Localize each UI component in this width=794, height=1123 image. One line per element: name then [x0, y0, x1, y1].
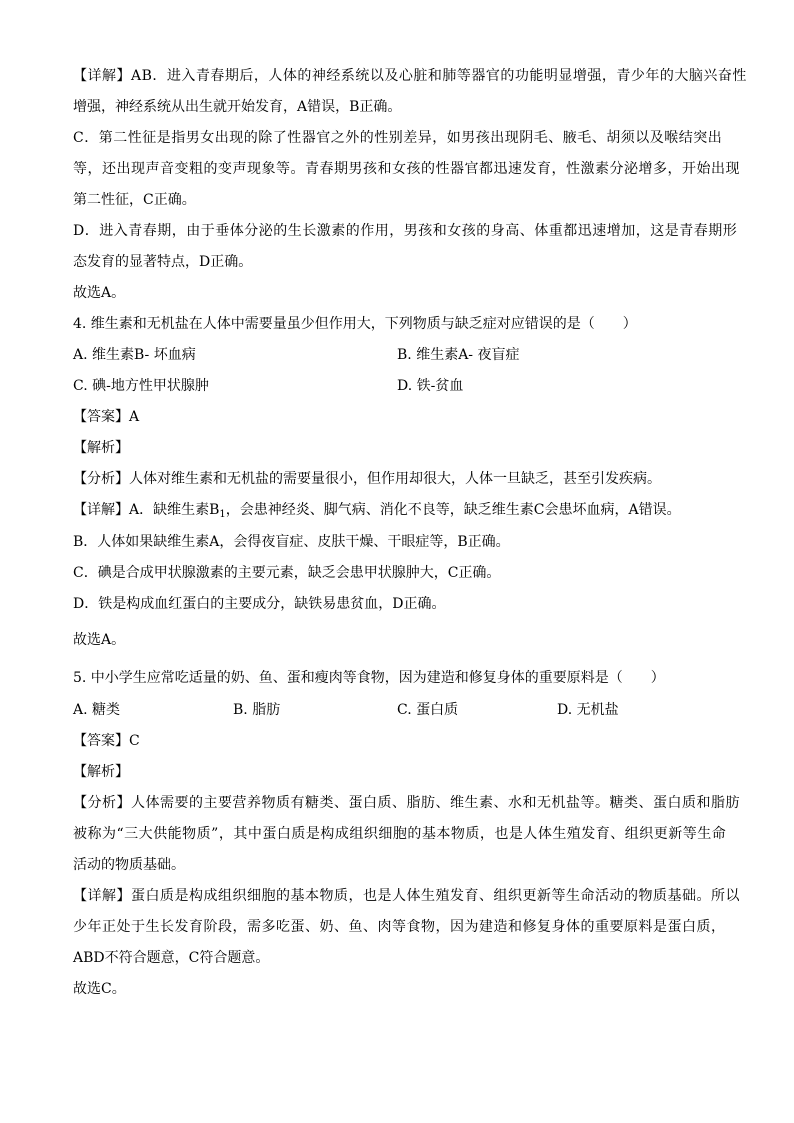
q5-choose: 故选C。	[73, 981, 126, 997]
q5-detail-line-1: 【详解】蛋白质是构成组织细胞的基本物质，也是人体生殖发育、组织更新等生命活动的物质基础。所以	[73, 888, 740, 904]
q3-detail-line-1: 【详解】AB．进入青春期后，人体的神经系统以及心脏和肺等器官的功能明显增强，青少年的大脑兴奋性	[73, 68, 747, 84]
q4-option-b: B. 维生素A- 夜盲症	[397, 347, 520, 363]
q4-detail-a	[73, 500, 733, 520]
q4-choose: 故选A。	[73, 632, 126, 648]
q5-option-c: C. 蛋白质	[397, 702, 459, 718]
q5-analysis-label: 【解析】	[73, 764, 129, 780]
q5-analysis-line-3: 活动的物质基础。	[73, 857, 185, 873]
q4-analysis: 【分析】人体对维生素和无机盐的需要量很小，但作用却很大，人体一旦缺乏，甚至引发疾病。	[73, 471, 661, 487]
q3-d-line-2: 态发育的显著特点，D正确。	[73, 254, 253, 270]
q4-option-d: D. 铁-贫血	[397, 378, 464, 394]
q5-detail-line-3: ABD不符合题意，C符合题意。	[73, 950, 270, 966]
q4-answer: 【答案】A	[73, 409, 140, 425]
q5-option-b: B. 脂肪	[233, 702, 281, 718]
q4-detail-a-pre: 【详解】A．缺维生素B	[73, 502, 220, 518]
q5-analysis-line-2: 被称为“三大供能物质”，其中蛋白质是构成组织细胞的基本物质，也是人体生殖发育、组织更新等生命	[73, 826, 727, 842]
q4-detail-b: B．人体如果缺维生素A，会得夜盲症、皮肤干燥、干眼症等，B正确。	[73, 534, 510, 550]
q4-detail-d: D．铁是构成血红蛋白的主要成分，缺铁易患贫血，D正确。	[73, 596, 446, 612]
q5-option-a: A. 糖类	[73, 702, 121, 718]
q4-option-c: C. 碘-地方性甲状腺肿	[73, 378, 209, 394]
q3-c-line-1: C．第二性征是指男女出现的除了性器官之外的性别差异，如男孩出现阴毛、腋毛、胡须以及喉结突出	[73, 130, 723, 146]
q3-d-line-1: D．进入青春期，由于垂体分泌的生长激素的作用，男孩和女孩的身高、体重都迅速增加，这是青春期形	[73, 223, 738, 239]
q3-c-line-3: 第二性征，C正确。	[73, 192, 196, 208]
q5-answer: 【答案】C	[73, 733, 140, 749]
q5-option-d: D. 无机盐	[557, 702, 619, 718]
q5-analysis-line-1: 【分析】人体需要的主要营养物质有糖类、蛋白质、脂肪、维生素、水和无机盐等。糖类、蛋白质和脂肪	[73, 795, 740, 811]
q4-detail-a-sub: 1	[219, 509, 226, 520]
q5-question: 5. 中小学生应常吃适量的奶、鱼、蛋和瘦肉等食物，因为建造和修复身体的重要原料是（ ）	[73, 670, 665, 686]
q4-question: 4. 维生素和无机盐在人体中需要量虽少但作用大，下列物质与缺乏症对应错误的是（ ）	[73, 316, 637, 332]
q4-analysis-label: 【解析】	[73, 440, 129, 456]
q4-detail-a-post: ，会患神经炎、脚气病、消化不良等，缺乏维生素C会患坏血病，A错误。	[225, 502, 681, 518]
q3-c-line-2: 等，还出现声音变粗的变声现象等。青春期男孩和女孩的性器官都迅速发育，性激素分泌增多，开始出现	[73, 161, 740, 177]
q3-choose: 故选A。	[73, 285, 126, 301]
q4-option-a: A. 维生素B- 坏血病	[73, 347, 196, 363]
q3-detail-line-2: 增强，神经系统从出生就开始发育，A错误，B正确。	[73, 99, 402, 115]
q4-detail-c: C．碘是合成甲状腺激素的主要元素，缺乏会患甲状腺肿大，C正确。	[73, 565, 501, 581]
q5-detail-line-2: 少年正处于生长发育阶段，需多吃蛋、奶、鱼、肉等食物，因为建造和修复身体的重要原料是蛋白质，	[73, 919, 726, 935]
